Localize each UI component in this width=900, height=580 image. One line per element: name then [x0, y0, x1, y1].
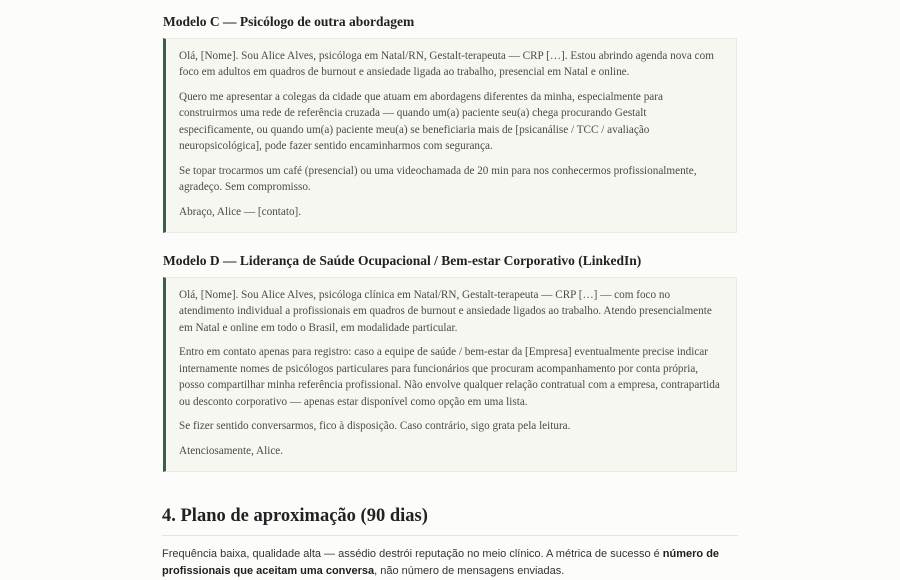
model-d-paragraph-4: Atenciosamente, Alice.	[179, 444, 284, 457]
model-d-heading: Modelo D — Liderança de Saúde Ocupacional / Bem-estar Corporativo (LinkedIn)	[163, 253, 642, 268]
model-c-paragraph-3: Se topar trocarmos um café (presencial) ou uma videochamada de 20 min para nos conhecermos profissionalmente, agradeço. Sem compromisso.	[179, 164, 697, 194]
model-c-paragraph-1: Olá, [Nome]. Sou Alice Alves, psicóloga em Natal/RN, Gestalt-terapeuta — CRP […]. Estou abrindo agenda nova com foco em adultos em quadros de burnout e ansiedade ligada ao trabalho, presencial em Natal e online.	[179, 50, 714, 79]
model-d-paragraph-1: Olá, [Nome]. Sou Alice Alves, psicóloga clínica em Natal/RN, Gestalt-terapeuta — CRP […] — com foco no atendimento individual a profissionais em quadros de burnout e ansiedade ligados ao trabalho. Atendo presencialmente em Natal e online em todo o Brasil, em modalidade particular.	[179, 289, 712, 334]
section-4-intro-emphasis: número de profissionais que aceitam uma conversa	[162, 548, 720, 577]
section-4-heading: 4. Plano de aproximação (90 dias)	[162, 506, 738, 536]
model-d-paragraph-2: Entro em contato apenas para registro: caso a equipe de saúde / bem-estar da [Empresa] eventualmente precise indicar internamente nomes de psicólogos particulares para funcionários que procuram acompanhamento por conta própria, posso compartilhar minha referência profissional. Não envolve qualquer relação contratual com a empresa, contrapartida ou desconto corporativo — apenas estar disponível como opção em uma lista.	[179, 346, 720, 408]
model-c-heading: Modelo C — Psicólogo de outra abordagem	[163, 14, 415, 29]
section-4-intro-text-2: , não número de mensagens enviadas.	[374, 565, 565, 577]
section-4-intro-text-1: Frequência baixa, qualidade alta — assédio destrói reputação no meio clínico. A métrica de sucesso é	[162, 548, 663, 560]
model-c-paragraph-4: Abraço, Alice — [contato].	[179, 205, 302, 218]
model-c-paragraph-2: Quero me apresentar a colegas da cidade que atuam em abordagens diferentes da minha, especialmente para construirmos uma rede de referência cruzada — quando um(a) paciente seu(a) chega procurando Gestalt especificamente, ou quando um(a) paciente meu(a) se beneficiaria mais de [psicanálise / TCC / avaliação neuropsicológica], pode fazer sentido encaminharmos com segurança.	[179, 91, 663, 153]
model-d-paragraph-3: Se fizer sentido conversarmos, fico à disposição. Caso contrário, sigo grata pela leitura.	[179, 420, 571, 433]
model-d-message-card	[163, 277, 737, 472]
model-c-message-card	[163, 38, 737, 233]
section-4-intro	[162, 546, 742, 580]
